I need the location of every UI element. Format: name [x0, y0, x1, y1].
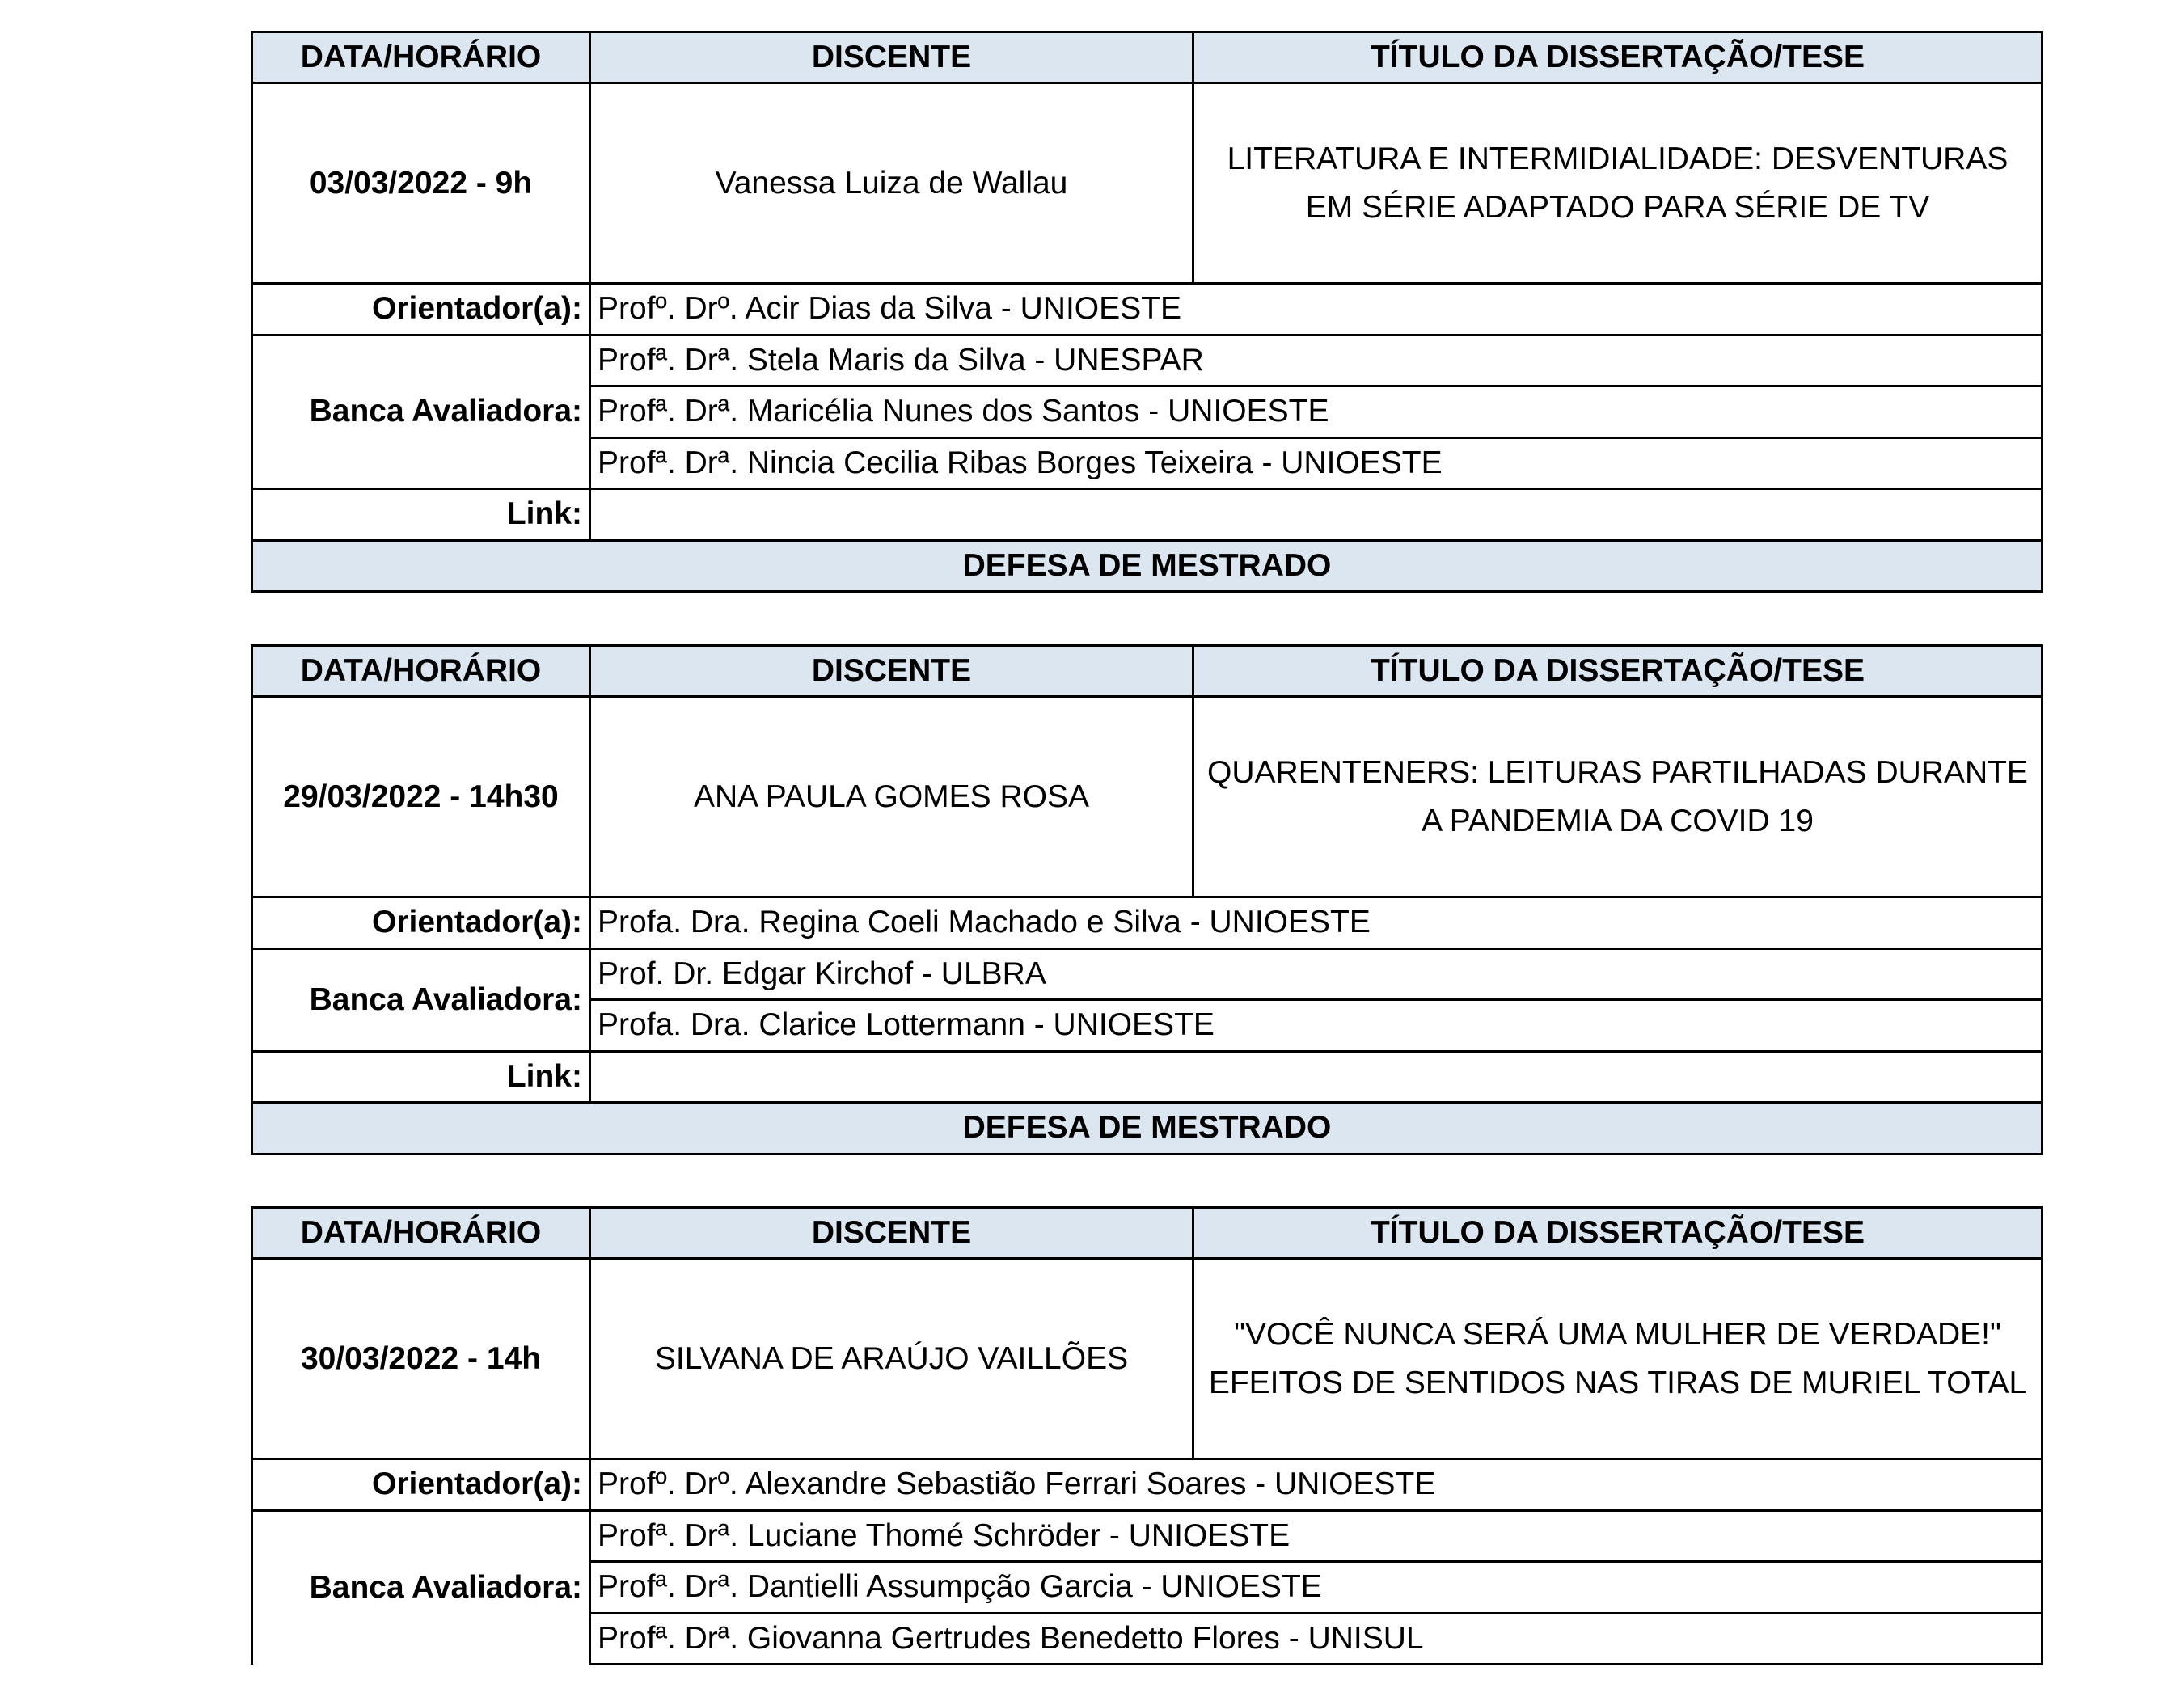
header-date: DATA/HORÁRIO: [252, 32, 590, 83]
header-student: DISCENTE: [590, 32, 1193, 83]
committee-member: Profª. Drª. Luciane Thomé Schröder - UNIOESTE: [590, 1510, 2042, 1561]
defense-type-label: DEFESA DE MESTRADO: [252, 540, 2042, 591]
defense-block-2: [251, 644, 2041, 1155]
defense-table-2: [251, 644, 2043, 1155]
committee-member: Prof. Dr. Edgar Kirchof - ULBRA: [590, 948, 2042, 999]
advisor-label: Orientador(a):: [252, 897, 590, 948]
header-date: DATA/HORÁRIO: [252, 646, 590, 697]
committee-label: Banca Avaliadora:: [252, 335, 590, 488]
committee-member: Profa. Dra. Clarice Lottermann - UNIOESTE: [590, 1000, 2042, 1051]
committee-member: Profª. Drª. Dantielli Assumpção Garcia - UNIOESTE: [590, 1562, 2042, 1613]
committee-label: Banca Avaliadora:: [252, 948, 590, 1051]
link-label: Link:: [252, 489, 590, 540]
defense-title-cell: [1193, 697, 2042, 897]
header-student: DISCENTE: [590, 1208, 1193, 1259]
defense-datetime: 29/03/2022 - 14h30: [252, 697, 590, 897]
defense-title-cell: [1193, 1259, 2042, 1459]
advisor-value: Profº. Drº. Acir Dias da Silva - UNIOESTE: [590, 284, 2042, 335]
defense-title-cell: [1193, 83, 2042, 284]
defense-datetime: 03/03/2022 - 9h: [252, 83, 590, 284]
defense-table-1: [251, 31, 2043, 593]
committee-member: Profª. Drª. Giovanna Gertrudes Benedetto Flores - UNISUL: [590, 1613, 2042, 1664]
advisor-label: Orientador(a):: [252, 1459, 590, 1510]
defense-student: ANA PAULA GOMES ROSA: [590, 697, 1193, 897]
header-student: DISCENTE: [590, 646, 1193, 697]
link-label: Link:: [252, 1051, 590, 1102]
defense-datetime: 30/03/2022 - 14h: [252, 1259, 590, 1459]
defense-title: "VOCÊ NUNCA SERÁ UMA MULHER DE VERDADE!" EFEITOS DE SENTIDOS NAS TIRAS DE MURIEL TOTAL: [1208, 1316, 2027, 1400]
committee-member: Profª. Drª. Stela Maris da Silva - UNESPAR: [590, 335, 2042, 386]
defense-block-3: [251, 1206, 2041, 1665]
defense-table-3: [251, 1206, 2043, 1665]
defense-student: Vanessa Luiza de Wallau: [590, 83, 1193, 284]
header-title: TÍTULO DA DISSERTAÇÃO/TESE: [1193, 32, 2042, 83]
header-date: DATA/HORÁRIO: [252, 1208, 590, 1259]
defense-title: LITERATURA E INTERMIDIALIDADE: DESVENTURAS EM SÉRIE ADAPTADO PARA SÉRIE DE TV: [1227, 141, 2009, 225]
advisor-value: Profº. Drº. Alexandre Sebastião Ferrari Soares - UNIOESTE: [590, 1459, 2042, 1510]
defense-student: SILVANA DE ARAÚJO VAILLÕES: [590, 1259, 1193, 1459]
advisor-value: Profa. Dra. Regina Coeli Machado e Silva - UNIOESTE: [590, 897, 2042, 948]
link-value[interactable]: [590, 489, 2042, 540]
committee-label: Banca Avaliadora:: [252, 1510, 590, 1664]
defense-title: QUARENTENERS: LEITURAS PARTILHADAS DURANTE A PANDEMIA DA COVID 19: [1207, 754, 2028, 838]
defense-type-label: DEFESA DE MESTRADO: [252, 1103, 2042, 1154]
link-value[interactable]: [590, 1051, 2042, 1102]
defense-block-1: [251, 31, 2041, 593]
advisor-label: Orientador(a):: [252, 284, 590, 335]
committee-member: Profª. Drª. Maricélia Nunes dos Santos - UNIOESTE: [590, 386, 2042, 437]
header-title: TÍTULO DA DISSERTAÇÃO/TESE: [1193, 646, 2042, 697]
committee-member: Profª. Drª. Nincia Cecilia Ribas Borges Teixeira - UNIOESTE: [590, 437, 2042, 488]
header-title: TÍTULO DA DISSERTAÇÃO/TESE: [1193, 1208, 2042, 1259]
